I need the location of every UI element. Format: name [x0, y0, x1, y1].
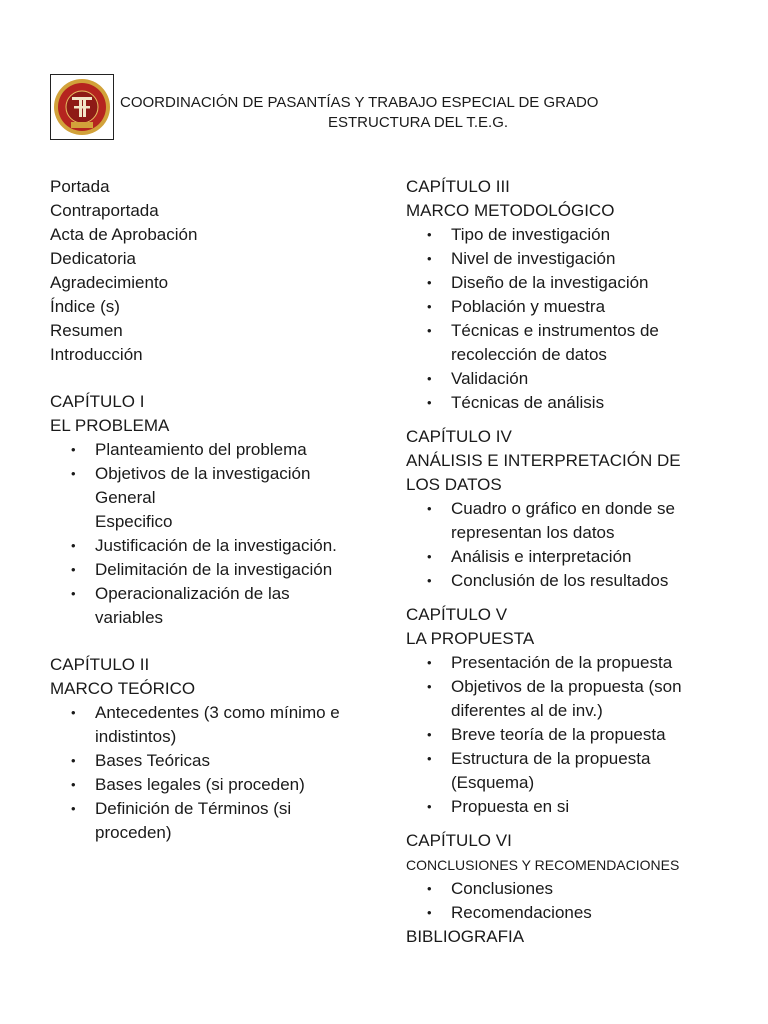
- institution-logo: [50, 74, 114, 140]
- list-item: • Definición de Términos (si proceden): [50, 797, 325, 845]
- list-item: • Antecedentes (3 como mínimo e indistintos): [50, 701, 365, 749]
- list-item: • Operacionalización de las variables: [50, 582, 360, 630]
- seal-icon: [53, 78, 111, 136]
- list-item: • Tipo de investigación: [406, 223, 746, 247]
- front-item: Agradecimiento: [50, 273, 169, 292]
- list-item: • Conclusiones: [406, 877, 746, 901]
- list-item: • Breve teoría de la propuesta: [406, 723, 746, 747]
- chapter-title: CAPÍTULO V: [406, 605, 508, 624]
- bibliography-heading: BIBLIOGRAFIA: [406, 927, 525, 946]
- list-item: • Técnicas de análisis: [406, 391, 746, 415]
- list-item: • Estructura de la propuesta (Esquema): [406, 747, 681, 795]
- front-item: Introducción: [50, 345, 143, 364]
- list-item: • Bases Teóricas: [50, 749, 370, 773]
- left-column: [50, 175, 370, 845]
- list-item: • Validación: [406, 367, 746, 391]
- front-item: Dedicatoria: [50, 249, 136, 268]
- front-item: Resumen: [50, 321, 123, 340]
- front-item: Portada: [50, 177, 110, 196]
- chapter-title: CAPÍTULO IV: [406, 427, 512, 446]
- list-item: • Población y muestra: [406, 295, 746, 319]
- chapter-subtitle: CONCLUSIONES Y RECOMENDACIONES: [406, 857, 680, 873]
- list-item: • Objetivos de la propuesta (son diferentes al de inv.): [406, 675, 706, 723]
- list-item: • Diseño de la investigación: [406, 271, 746, 295]
- chapter-subtitle: MARCO METODOLÓGICO: [406, 201, 615, 220]
- list-item: • Nivel de investigación: [406, 247, 746, 271]
- chapter-subtitle: EL PROBLEMA: [50, 416, 170, 435]
- list-item: • Recomendaciones: [406, 901, 746, 925]
- chapter-subtitle: ANÁLISIS E INTERPRETACIÓN DE LOS DATOS: [406, 451, 681, 494]
- chapter-title: CAPÍTULO VI: [406, 831, 512, 850]
- header-subtitle: ESTRUCTURA DEL T.E.G.: [328, 114, 509, 131]
- list-subitem: Especifico: [95, 512, 173, 531]
- front-item: Índice (s): [50, 297, 120, 316]
- list-item: • Técnicas e instrumentos de recolección de datos: [406, 319, 726, 367]
- front-item: Contraportada: [50, 201, 159, 220]
- chapter-subtitle: LA PROPUESTA: [406, 629, 535, 648]
- chapter-subtitle: MARCO TEÓRICO: [50, 679, 196, 698]
- list-item: • Presentación de la propuesta: [406, 651, 746, 675]
- document-header: [50, 74, 730, 144]
- right-column: [406, 175, 746, 949]
- list-subitem: General: [95, 488, 156, 507]
- header-title: COORDINACIÓN DE PASANTÍAS Y TRABAJO ESPECIAL DE GRADO: [120, 94, 599, 111]
- chapter-title: CAPÍTULO I: [50, 392, 145, 411]
- list-item: • Delimitación de la investigación: [50, 558, 370, 582]
- chapter-title: CAPÍTULO II: [50, 655, 150, 674]
- list-item: • Propuesta en si: [406, 795, 746, 819]
- front-item: Acta de Aprobación: [50, 225, 198, 244]
- list-item: • Cuadro o gráfico en donde se representan los datos: [406, 497, 701, 545]
- list-item: • Análisis e interpretación: [406, 545, 746, 569]
- list-item: • Bases legales (si proceden): [50, 773, 370, 797]
- list-item: • Objetivos de la investigación: [50, 462, 370, 486]
- chapter-title: CAPÍTULO III: [406, 177, 510, 196]
- list-item: • Justificación de la investigación.: [50, 534, 370, 558]
- list-item: • Conclusión de los resultados: [406, 569, 746, 593]
- list-item: • Planteamiento del problema: [50, 438, 370, 462]
